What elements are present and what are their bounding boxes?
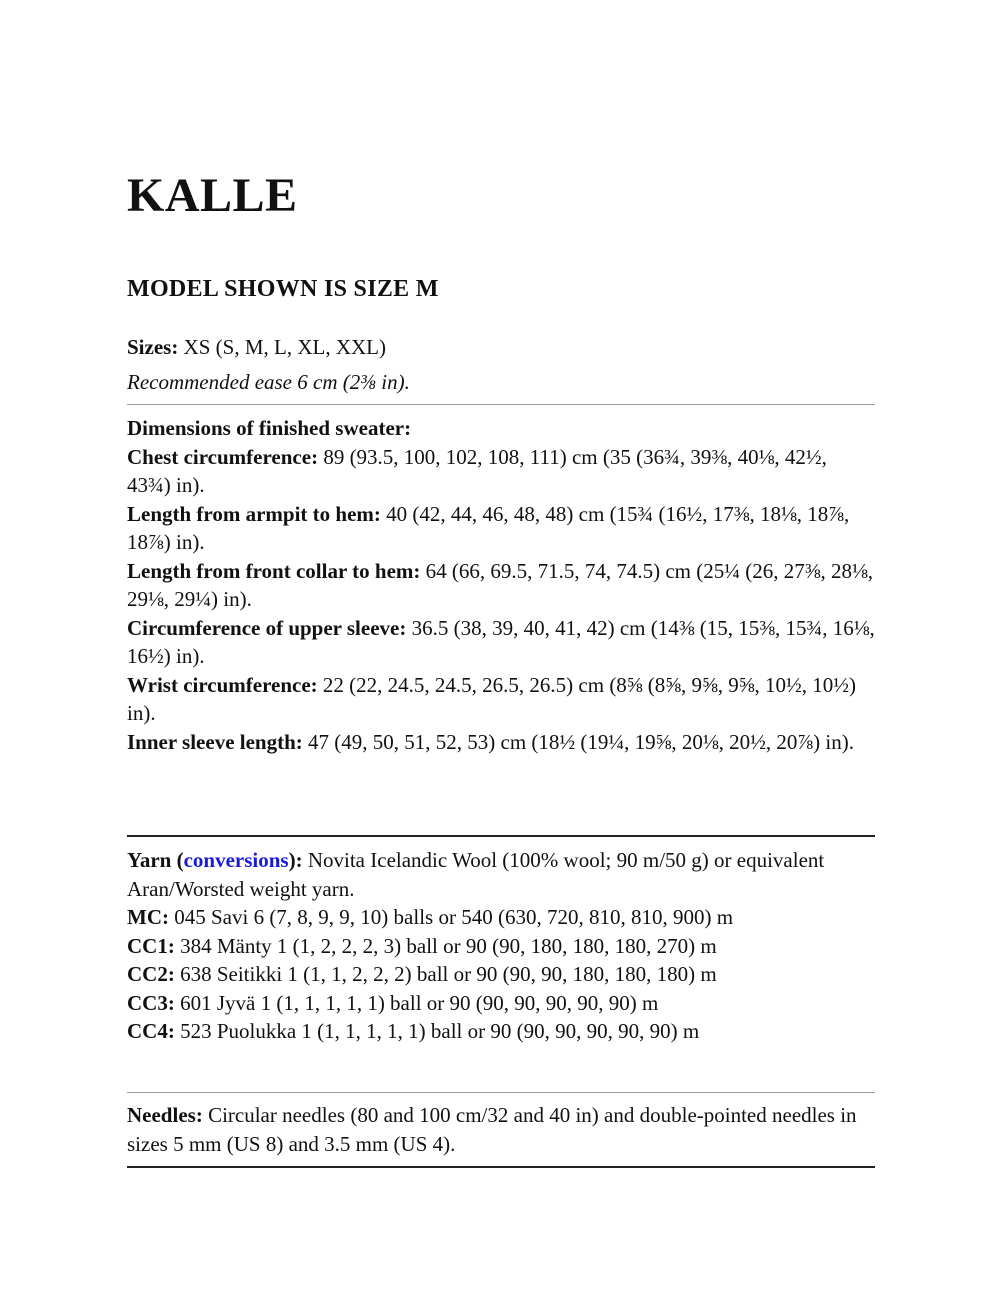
sizes-line: [127, 333, 875, 362]
divider: [127, 835, 875, 837]
sizes-section: [127, 333, 875, 396]
divider: [127, 1166, 875, 1168]
divider: [127, 1092, 875, 1093]
sizes-label: Sizes:: [127, 335, 179, 359]
color-item-cc1: CC1: 384 Mänty 1 (1, 2, 2, 2, 3) ball or 90 (90, 180, 180, 180, 270) m: [127, 933, 717, 958]
conversions-link[interactable]: conversions: [183, 848, 289, 872]
color-item-cc2: CC2: 638 Seitikki 1 (1, 1, 2, 2, 2) ball or 90 (90, 90, 180, 180, 180) m: [127, 962, 717, 986]
dimension-item: Chest circumference: 89 (93.5, 100, 102, 108, 111) cm (35 (36¾, 39⅜, 40⅛, 42½, 43¾) in).: [127, 444, 827, 497]
color-item-cc4: CC4: 523 Puolukka 1 (1, 1, 1, 1, 1) ball or 90 (90, 90, 90, 90, 90) m: [127, 1019, 700, 1043]
needles-value: Circular needles (80 and 100 cm/32 and 40 in) and double-pointed needles in sizes 5 mm (US 8) and 3.5 mm (US 4).: [127, 1103, 857, 1156]
dimension-item: Circumference of upper sleeve: 36.5 (38, 39, 40, 41, 42) cm (14⅜ (15, 15⅜, 15¾, 16⅛, 16½) in).: [127, 615, 875, 668]
needles-label: Needles:: [127, 1103, 203, 1127]
yarn-value: Novita Icelandic Wool (100% wool; 90 m/50 g) or equivalent Aran/Worsted weight yarn.: [127, 848, 825, 901]
dimension-item: Length from front collar to hem: 64 (66, 69.5, 71.5, 74, 74.5) cm (25¼ (26, 27⅜, 28⅛, 29⅛, 29¼) in).: [127, 558, 874, 611]
yarn-line: Yarn (conversions): Novita Icelandic Wool (100% wool; 90 m/50 g) or equivalent Aran/Worsted weight yarn.: [127, 848, 825, 901]
divider: [127, 404, 875, 405]
dimension-item: Wrist circumference: 22 (22, 24.5, 24.5, 26.5, 26.5) cm (8⅝ (8⅝, 9⅝, 9⅝, 10½, 10½) in).: [127, 672, 857, 725]
color-item-cc3: CC3: 601 Jyvä 1 (1, 1, 1, 1, 1) ball or 90 (90, 90, 90, 90, 90) m: [127, 990, 659, 1015]
dimensions-heading: Dimensions of finished sweater:: [127, 416, 412, 440]
needles-line: [127, 1101, 875, 1158]
pattern-title: KALLE: [127, 169, 298, 222]
dimension-item: Inner sleeve length: 47 (49, 50, 51, 52, 53) cm (18½ (19¼, 19⅝, 20⅛, 20½, 20⅞) in).: [127, 729, 854, 754]
dimensions-section: [127, 414, 875, 756]
ease-note: Recommended ease 6 cm (2⅜ in).: [127, 369, 410, 394]
needles-section: [127, 1101, 875, 1158]
sizes-value: XS (S, M, L, XL, XXL): [183, 335, 386, 359]
model-size-heading: MODEL SHOWN IS SIZE M: [127, 276, 439, 302]
yarn-section: [127, 846, 875, 1046]
color-item-mc: MC: 045 Savi 6 (7, 8, 9, 9, 10) balls or 540 (630, 720, 810, 810, 900) m: [127, 905, 734, 929]
dimension-item: Length from armpit to hem: 40 (42, 44, 46, 48, 48) cm (15¾ (16½, 17⅜, 18⅛, 18⅞, 18⅞) in).: [127, 501, 850, 554]
